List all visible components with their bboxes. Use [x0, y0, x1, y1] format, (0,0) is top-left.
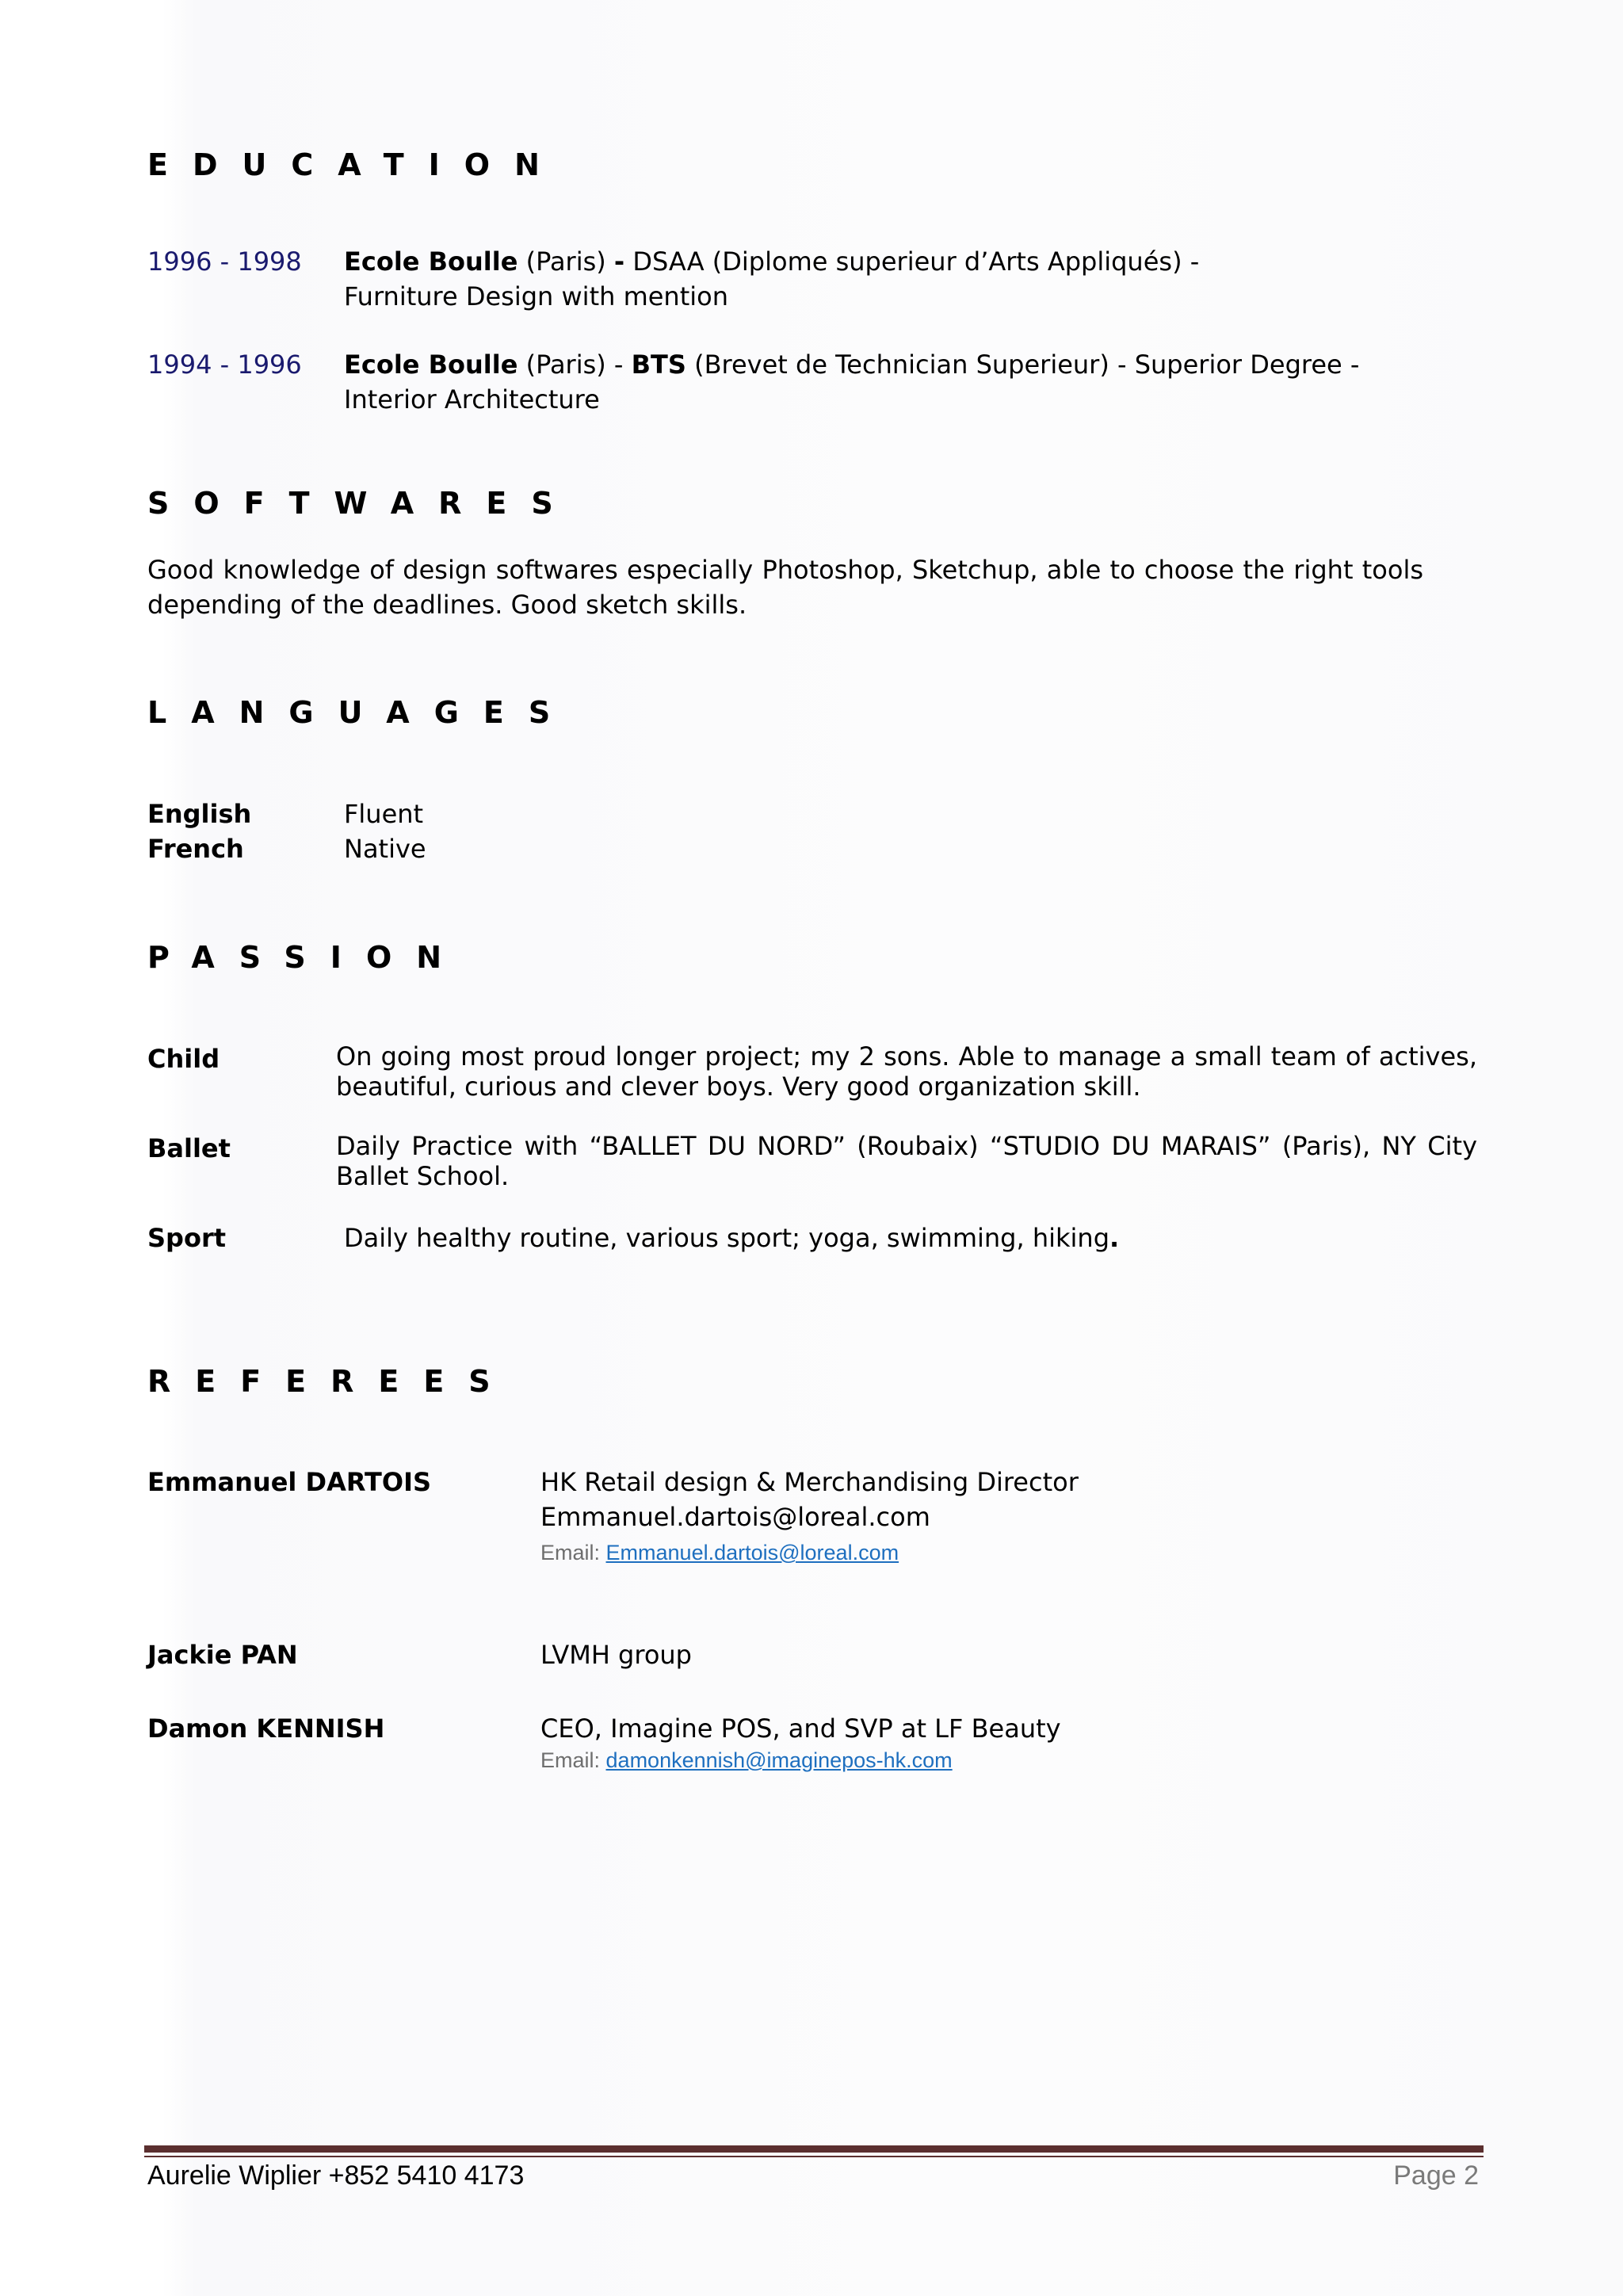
language-name-english: English [147, 799, 252, 829]
passion-heading: PASSION [147, 940, 467, 975]
sport-text: Daily healthy routine, various sport; yoga, swimming, hiking [344, 1223, 1109, 1253]
referee-name-1: Emmanuel DARTOIS [147, 1467, 432, 1497]
degree-details: (Brevet de Technician Superieur) - Superior Degree - [685, 350, 1360, 380]
school-city: (Paris) [517, 246, 614, 277]
education-entry-2 [344, 347, 1359, 382]
degree-details: DSAA (Diplome superieur d’Arts Appliqués) - [624, 246, 1200, 277]
referee-name-3: Damon KENNISH [147, 1713, 385, 1744]
passion-text-sport [344, 1221, 1119, 1255]
education-years-2: 1994 - 1996 [147, 350, 302, 380]
referee-email-link-3[interactable]: damonkennish@imaginepos-hk.com [605, 1748, 953, 1772]
separator: - [613, 246, 625, 277]
education-entry-2-line2: Interior Architecture [344, 384, 600, 415]
education-heading: EDUCATION [147, 147, 564, 182]
referee-contact-1: Emmanuel.dartois@loreal.com [540, 1502, 930, 1532]
passion-label-child: Child [147, 1044, 220, 1074]
passion-text-ballet: Daily Practice with “BALLET DU NORD” (Roubaix) “STUDIO DU MARAIS” (Paris), NY City Ballet School. [336, 1131, 1477, 1191]
footer-divider-thick [144, 2145, 1484, 2153]
language-name-french: French [147, 834, 244, 864]
footer-divider-thin [144, 2156, 1484, 2157]
referee-name-2: Jackie PAN [147, 1640, 298, 1670]
email-label: Email: [540, 1541, 606, 1564]
degree-abbrev: BTS [631, 350, 686, 380]
softwares-text: Good knowledge of design softwares especially Photoshop, Sketchup, able to choose the right tools depending of the deadlines. Good sketch skills. [147, 555, 1423, 620]
school-city: (Paris) - [517, 350, 632, 380]
passion-label-sport: Sport [147, 1223, 227, 1253]
referee-role-1: HK Retail design & Merchandising Director [540, 1467, 1079, 1497]
education-entry-1 [344, 244, 1199, 279]
school-name: Ecole Boulle [344, 246, 518, 277]
referee-email-link-1[interactable]: Emmanuel.dartois@loreal.com [605, 1541, 899, 1564]
passion-label-ballet: Ballet [147, 1133, 231, 1163]
language-level-french: Native [344, 834, 426, 864]
referee-email-row-3 [540, 1748, 953, 1773]
referee-email-row-1 [540, 1541, 899, 1565]
footer-contact: Aurelie Wiplier +852 5410 4173 [147, 2160, 525, 2191]
languages-heading: LANGUAGES [147, 695, 575, 730]
email-label: Email: [540, 1748, 606, 1772]
referee-role-3: CEO, Imagine POS, and SVP at LF Beauty [540, 1713, 1061, 1744]
school-name: Ecole Boulle [344, 350, 518, 380]
language-level-english: Fluent [344, 799, 424, 829]
education-entry-1-line2: Furniture Design with mention [344, 281, 728, 311]
education-years-1: 1996 - 1998 [147, 246, 302, 277]
passion-text-child: On going most proud longer project; my 2 sons. Able to manage a small team of actives, beautiful, curious and clever boys. Very good organization skill. [336, 1041, 1477, 1102]
softwares-heading: SOFTWARES [147, 486, 578, 521]
referees-heading: REFEREES [147, 1364, 515, 1399]
footer-page-number: Page 2 [1393, 2160, 1479, 2191]
referee-role-2: LVMH group [540, 1640, 692, 1670]
sport-end: . [1109, 1223, 1120, 1253]
